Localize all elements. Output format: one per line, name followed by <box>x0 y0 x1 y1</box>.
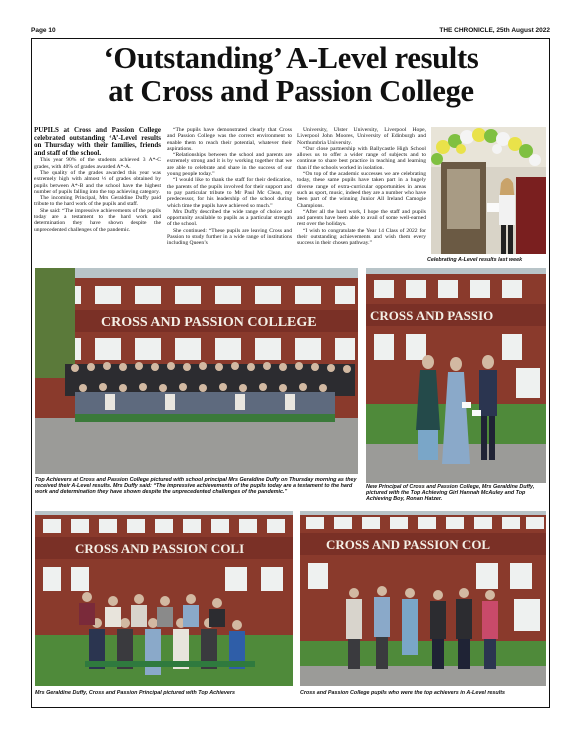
sign-text: CROSS AND PASSION COLI <box>75 541 245 556</box>
article-column-2 <box>167 127 292 247</box>
caption-new-principal: New Principal of Cross and Passion College, Mrs Geraldine Duffy, pictured with the Top Achieving Girl Hannah McAuley and Top Achieving Boy, Ronan Hatzer. <box>366 484 535 503</box>
photo-pupils-group <box>300 511 546 686</box>
sign-text: CROSS AND PASSIO <box>370 308 494 323</box>
article-column-1 <box>34 127 161 233</box>
sign-text: CROSS AND PASSION COLLEGE <box>101 315 317 330</box>
page-number: Page 10 <box>31 27 56 34</box>
headline-line-1: ‘Outstanding’ A-Level results <box>103 41 479 75</box>
caption-pupils-group: Cross and Passion College pupils who were the top achievers in A-Level results <box>300 690 505 696</box>
article-column-3 <box>297 127 426 247</box>
article-paragraph: She said: “The impressive achievements of the pupils today are a testament to the hard work and determination they have shown despite the unprecedented challenges of the pandemic. <box>34 207 161 233</box>
sign-text: CROSS AND PASSION COL <box>326 537 491 552</box>
photo-principal-group <box>35 511 293 686</box>
article-paragraph: “I wish to congratulate the Year 14 Class of 2022 for their outstanding achievements and wish them every success in their chosen pathway.” <box>297 227 426 247</box>
article-paragraph: “On top of the academic successes we are celebrating today, these same pupils have taken part in a hugely diverse range of extra-curricular opportunities in areas such as sport, music, indeed they are a number who have been part of the winning Junior All Ireland Camogie Champions. <box>297 171 426 209</box>
article-paragraph: “I would like to thank the staff for their dedication, the parents of the pupils involved for their support and to pay particular tribute to Mr Paul Mc Clean, my predecessor, for his leadership of the school during which time the pupils have achieved so much.” <box>167 177 292 209</box>
headline <box>36 42 546 108</box>
headline-line-2: at Cross and Passion College <box>108 74 474 108</box>
article-lead: PUPILS at Cross and Passion College celebrated outstanding ‘A’-Level results on Thursday with their families, friends and staff of the school. <box>34 126 161 157</box>
page-header <box>31 27 550 37</box>
article-paragraph: The incoming Principal, Mrs Geraldine Duffy paid tribute to the hard work of the pupils and staff. <box>34 195 161 208</box>
caption-celebrating: Celebrating A-Level results last week <box>427 257 523 263</box>
article-paragraph: “Our close partnership with Ballycastle High School allows us to offer a wider range of subjects and to continue to share best practice in teaching and learning than if the schools worked in isolation. <box>297 145 426 171</box>
article-paragraph: “The pupils have demonstrated clearly that Cross and Passion College was the correct environment to enable them to reach their potential, whatever their aspirations. <box>167 127 292 152</box>
article-paragraph: University, Ulster University, Liverpool Hope, Liverpool John Moores, University of Edinburgh and Northumbria University. <box>297 127 426 146</box>
caption-top-achievers: Top Achievers at Cross and Passion College pictured with school principal Mrs Geraldine Duffy on Thursday morning as they received their A-Level results. Mrs Duffy said: “The impressive achievements of the pupils today are a testament to the hard work and determination they have shown despite the unprecedented challenges of the pandemic.” <box>35 477 357 496</box>
caption-principal-group: Mrs Geraldine Duffy, Cross and Passion Principal pictured with Top Achievers <box>35 690 235 696</box>
article-paragraph: “After all the hard work, I hope the staff and pupils and parents have been able to avail of some well-earned rest over the holidays. <box>297 208 426 228</box>
photo-celebrating <box>431 127 546 254</box>
article-paragraph: “Relationships between the school and parents are extremely strong and it is by working together that we are able to celebrate and share in the success of our young people today.” <box>167 152 292 178</box>
article-paragraph: The quality of the grades awarded this year was extremely high with almost ⅓ of grades obtained by pupils between A*-B and the school have the highest number of pupils falling into the top achieving category. <box>34 169 161 195</box>
photo-top-achievers-group <box>35 268 358 474</box>
photo-new-principal <box>366 268 546 483</box>
article-paragraph: This year 90% of the students achieved 3 A*-C grades, with 40% of grades awarded A*-A. <box>34 157 161 170</box>
article-paragraph: Mrs Duffy described the wide range of choice and opportunity available to pupils as a particular strength of the school. <box>167 208 292 228</box>
article-paragraph: She continued: “These pupils are leaving Cross and Passion to study further in a wide range of institutions including Queen’s <box>167 227 292 247</box>
publication-date: THE CHRONICLE, 25th August 2022 <box>439 27 550 34</box>
